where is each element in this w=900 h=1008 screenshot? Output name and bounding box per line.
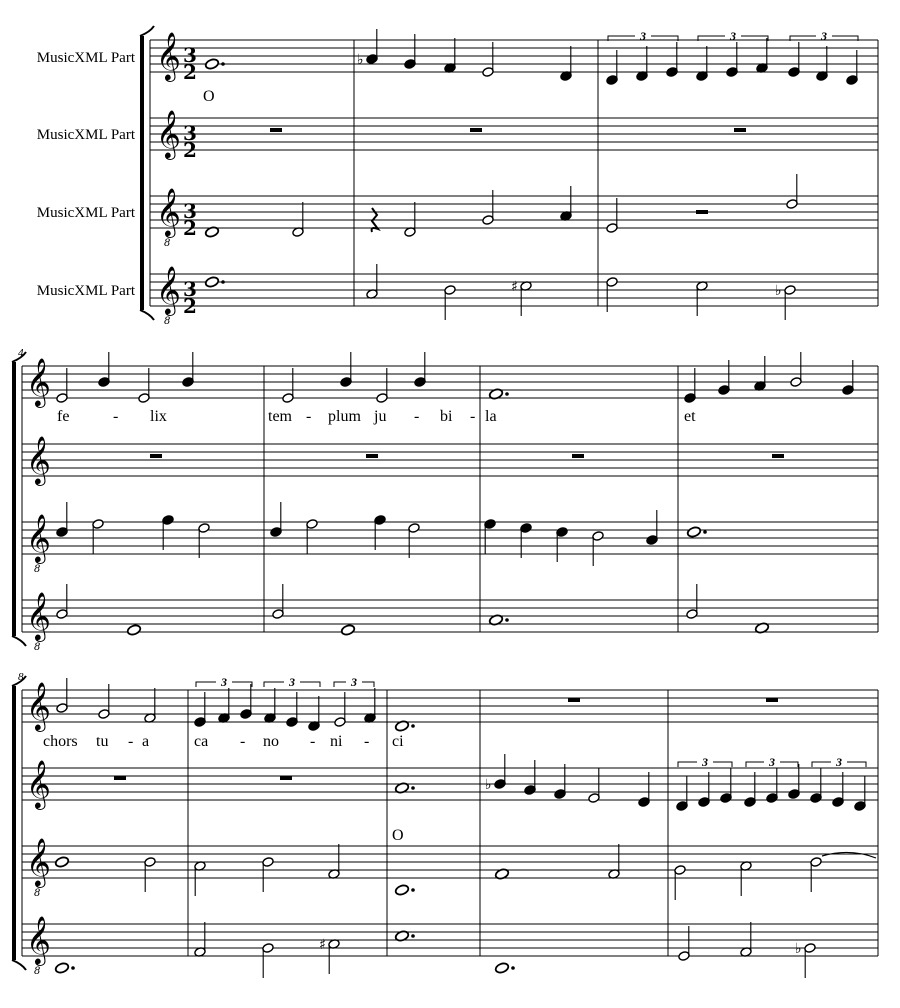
lyric: O	[203, 88, 215, 105]
time-sig-bottom-1: 2	[183, 60, 197, 84]
rest	[470, 128, 482, 132]
note	[340, 624, 355, 636]
octave-marker: 8	[164, 316, 171, 327]
measure-number-8: 8	[18, 671, 24, 683]
treble-clef-icon: 𝄞	[26, 435, 51, 484]
lyric: fe	[57, 408, 70, 425]
octave-marker: 8	[34, 888, 41, 899]
dot	[511, 966, 515, 970]
note	[494, 962, 509, 974]
sharp-icon: ♯	[511, 279, 518, 295]
tuplet-number: 3	[702, 755, 708, 769]
treble-clef-icon: 𝄞	[156, 109, 181, 158]
treble-clef-icon: 𝄞	[26, 837, 51, 886]
tuplet-number: 3	[221, 675, 227, 689]
flat-icon: ♭	[795, 941, 802, 957]
octave-marker: 8	[164, 238, 171, 249]
sharp-icon: ♯	[319, 937, 326, 953]
lyric-hyphen: -	[113, 408, 119, 425]
rest	[150, 454, 162, 458]
flat-icon: ♭	[775, 283, 782, 299]
bracket-bottom	[12, 636, 26, 646]
barlines	[22, 40, 878, 956]
rest	[114, 776, 126, 780]
time-sig-top-3: 3	[183, 199, 197, 223]
note	[126, 624, 141, 636]
note	[204, 276, 219, 288]
lyric: bi	[440, 408, 453, 425]
bracket-top	[140, 26, 154, 36]
rest	[270, 128, 282, 132]
part-label-2: MusicXML Part	[36, 127, 135, 143]
lyric: tem	[268, 408, 292, 425]
lyric-hyphen: -	[414, 408, 420, 425]
treble-clef-icon: 𝄞	[156, 187, 181, 236]
tuplet-number: 3	[640, 29, 646, 43]
dot	[411, 888, 415, 892]
notes	[54, 29, 876, 978]
measure-number-4: 4	[18, 347, 24, 359]
tuplet-brackets	[196, 29, 866, 769]
time-sig-top-2: 3	[183, 121, 197, 145]
treble-clef-icon: 𝄞	[26, 759, 51, 808]
rest	[734, 128, 746, 132]
rest	[772, 454, 784, 458]
time-sig-bottom-2: 2	[183, 138, 197, 162]
rest	[572, 454, 584, 458]
part-label-3: MusicXML Part	[36, 205, 135, 221]
note	[54, 962, 69, 974]
note	[686, 526, 701, 538]
rest	[366, 454, 378, 458]
part-label-1: MusicXML Part	[36, 50, 135, 66]
note	[54, 856, 69, 868]
lyric: chors	[43, 733, 78, 750]
dot	[411, 786, 415, 790]
note	[204, 58, 219, 70]
dot	[411, 724, 415, 728]
system-brackets	[12, 26, 154, 970]
lyric-hyphen: -	[310, 733, 316, 750]
note	[394, 884, 409, 896]
treble-clef-icon: 𝄞	[26, 591, 51, 640]
dot	[411, 934, 415, 938]
tuplet-number: 3	[289, 675, 295, 689]
tuplet-number: 3	[821, 29, 827, 43]
treble-clef-icon: 𝄞	[26, 681, 51, 730]
clefs	[26, 31, 181, 977]
lyric: O	[392, 827, 404, 844]
time-sig-bottom-4: 2	[183, 294, 197, 318]
part-label-4: MusicXML Part	[36, 283, 135, 299]
lyric: et	[684, 408, 696, 425]
lyric-hyphen: -	[470, 408, 476, 425]
dot	[703, 530, 707, 534]
treble-clef-icon: 𝄞	[26, 915, 51, 964]
time-sig-top-4: 3	[183, 277, 197, 301]
lyric: ci	[392, 733, 404, 750]
tuplet-number: 3	[730, 29, 736, 43]
rest	[766, 698, 778, 702]
flat-icon: ♭	[485, 777, 492, 793]
dot	[221, 280, 225, 284]
lyric: a	[142, 733, 150, 750]
dot	[505, 618, 509, 622]
treble-clef-icon: 𝄞	[156, 265, 181, 314]
lyric-hyphen: -	[240, 733, 246, 750]
treble-clef-icon: 𝄞	[156, 31, 181, 80]
flat-icon: ♭	[357, 52, 364, 68]
tuplet-number: 3	[769, 755, 775, 769]
lyric-hyphen: -	[306, 408, 312, 425]
rest	[696, 210, 708, 214]
octave-marker: 8	[34, 642, 41, 653]
dot	[71, 966, 75, 970]
time-signature	[183, 43, 197, 318]
time-sig-bottom-3: 2	[183, 216, 197, 240]
dot	[505, 392, 509, 396]
lyric: ca	[194, 733, 209, 750]
octave-marker: 8	[34, 966, 41, 977]
tie	[822, 852, 876, 858]
octave-marker: 8	[34, 564, 41, 575]
lyric: plum	[328, 408, 361, 425]
rest	[568, 698, 580, 702]
lyric: ju	[374, 408, 387, 425]
tuplet-number: 3	[351, 675, 357, 689]
lyric-hyphen: -	[364, 733, 370, 750]
lyric: lix	[150, 408, 167, 425]
lyric: tu	[96, 733, 109, 750]
rest	[280, 776, 292, 780]
tuplet-number: 3	[836, 755, 842, 769]
lyric: no	[263, 733, 279, 750]
dot	[221, 62, 225, 66]
lyric-hyphen: -	[128, 733, 134, 750]
time-sig-top-1: 3	[183, 43, 197, 67]
bracket-bottom	[140, 310, 154, 320]
lyric: la	[485, 408, 497, 425]
bracket-bottom	[12, 960, 26, 970]
lyric: ni	[330, 733, 343, 750]
treble-clef-icon: 𝄞	[26, 357, 51, 406]
treble-clef-icon: 𝄞	[26, 513, 51, 562]
